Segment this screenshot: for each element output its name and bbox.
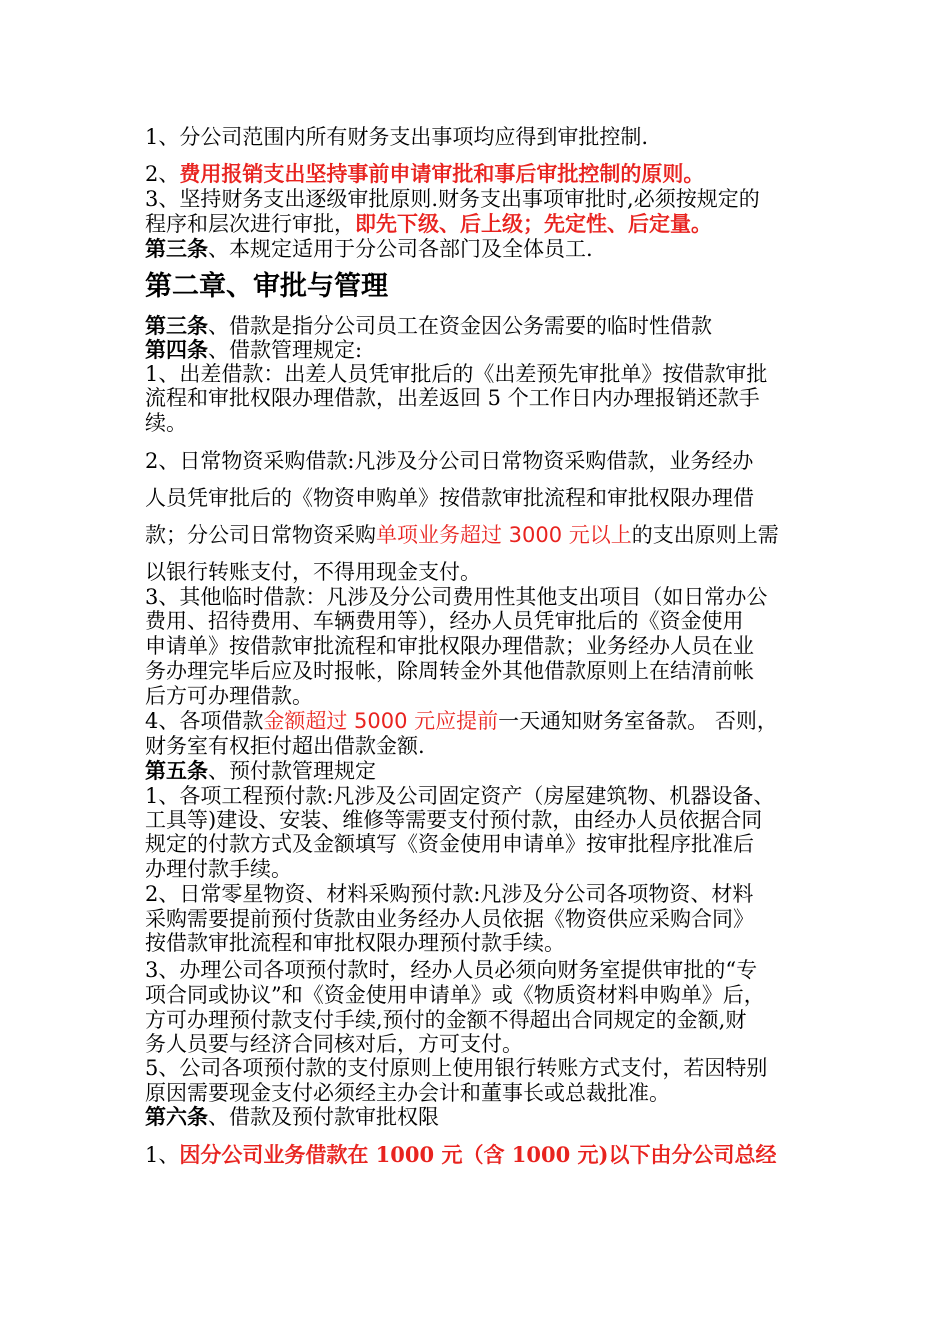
text: 续。: [145, 411, 187, 435]
article-label: 第三条: [145, 313, 208, 338]
paragraph-line: [145, 658, 754, 684]
paragraph-line: [145, 807, 762, 833]
paragraph-line: [145, 1080, 670, 1106]
text: 一天通知财务室备款。 否则，: [498, 709, 778, 733]
highlighted-text: 金额超过 5000 元应提前: [263, 709, 499, 733]
paragraph-line: [145, 361, 767, 387]
paragraph-line: [145, 783, 774, 809]
text: 规定的付款方式及金额填写《资金使用申请单》按审批程序批准后: [145, 832, 754, 856]
text: 流程和审批权限办理借款，出差返回 5 个工作日内办理报销还款手: [145, 386, 760, 410]
paragraph-line: [145, 485, 754, 511]
text: 办理付款手续。: [145, 857, 292, 881]
text: 工具等)建设、安装、维修等需要支付预付款，由经办人员依据合同: [145, 808, 763, 832]
paragraph-line: [145, 930, 565, 956]
paragraph-line: [145, 161, 704, 187]
paragraph-line: [145, 522, 779, 548]
highlighted-text: 单项业务超过 3000 元以上: [376, 523, 632, 547]
paragraph-line: [145, 831, 754, 857]
text: 、借款管理规定:: [208, 338, 363, 362]
text: 4、各项借款: [145, 709, 264, 733]
text: 、预付款管理规定: [208, 759, 376, 783]
text: 方可办理预付款支付手续,预付的金额不得超出合同规定的金额,财: [145, 1008, 747, 1032]
chapter-heading: [145, 270, 388, 304]
paragraph-line: [145, 1031, 523, 1057]
paragraph-line: [145, 1055, 767, 1081]
text: 人员凭审批后的《物资申购单》按借款审批流程和审批权限办理借: [145, 486, 754, 510]
paragraph-line: [145, 683, 313, 709]
text: 1、出差借款：出差人员凭审批后的《出差预先审批单》按借款审批: [145, 362, 768, 386]
text: 按借款审批流程和审批权限办理预付款手续。: [145, 931, 565, 955]
paragraph-line: [145, 957, 757, 983]
text: 1、: [145, 1143, 180, 1167]
paragraph-line: [145, 385, 760, 411]
paragraph-line: [145, 559, 481, 585]
paragraph-line: [145, 211, 712, 237]
paragraph-line: [145, 448, 753, 474]
text: 费用、招待费用、车辆费用等），经办人员凭审批后的《资金使用: [145, 609, 744, 633]
text: 3、其他临时借款：凡涉及分公司费用性其他支出项目（如日常办公: [145, 585, 768, 609]
article-label: 第六条: [145, 1104, 208, 1129]
highlighted-text: 因分公司业务借款在 1000 元（含 1000 元)以下由分公司总经: [179, 1142, 777, 1167]
heading-text: 第二章、审批与管理: [145, 271, 388, 302]
paragraph-line: [145, 1104, 439, 1130]
text: 、本规定适用于分公司各部门及全体员工.: [208, 237, 593, 261]
paragraph-line: [145, 733, 425, 759]
paragraph-line: [145, 337, 362, 363]
text: 款；分公司日常物资采购: [145, 523, 376, 547]
paragraph-line: [145, 982, 765, 1008]
article-label: 第三条: [145, 236, 208, 261]
text: 务人员要与经济合同核对后，方可支付。: [145, 1032, 523, 1056]
paragraph-line: [145, 236, 593, 262]
text: 申请单》按借款审批流程和审批权限办理借款；业务经办人员在业: [145, 634, 754, 658]
text: 5、公司各项预付款的支付原则上使用银行转账方式支付，若因特别: [145, 1056, 768, 1080]
text: 2、日常物资采购借款:凡涉及分公司日常物资采购借款，业务经办: [145, 449, 754, 473]
text: 2、: [145, 162, 180, 186]
paragraph-line: [145, 608, 744, 634]
text: 原因需要现金支付必须经主办会计和董事长或总裁批准。: [145, 1081, 670, 1105]
paragraph-line: [145, 124, 648, 150]
article-label: 第四条: [145, 337, 208, 362]
text: 以银行转账支付，不得用现金支付。: [145, 560, 481, 584]
paragraph-line: [145, 881, 753, 907]
paragraph-line: [145, 633, 754, 659]
text: 采购需要提前预付货款由业务经办人员依据《物资供应采购合同》: [145, 907, 754, 931]
paragraph-line: [145, 856, 292, 882]
paragraph-line: [145, 708, 778, 734]
text: 3、办理公司各项预付款时，经办人员必须向财务室提供审批的“专: [145, 958, 758, 982]
text: 财务室有权拒付超出借款金额.: [145, 734, 425, 758]
text: 程序和层次进行审批，: [145, 212, 355, 236]
article-label: 第五条: [145, 758, 208, 783]
paragraph-line: [145, 1007, 746, 1033]
paragraph-line: [145, 584, 767, 610]
text: 、借款及预付款审批权限: [208, 1105, 439, 1129]
highlighted-text: 费用报销支出坚持事前申请审批和事后审批控制的原则。: [179, 161, 705, 186]
text: 3、坚持财务支出逐级审批原则.财务支出事项审批时,必须按规定的: [145, 187, 760, 211]
text: 1、各项工程预付款:凡涉及公司固定资产（房屋建筑物、机器设备、: [145, 784, 775, 808]
paragraph-line: [145, 313, 712, 339]
text: 务办理完毕后应及时报帐，除周转金外其他借款原则上在结清前帐: [145, 659, 754, 683]
paragraph-line: [145, 906, 754, 932]
paragraph-line: [145, 758, 376, 784]
paragraph-line: [145, 1142, 776, 1168]
text: 项合同或协议”和《资金使用申请单》或《物质资材料申购单》后，: [145, 983, 765, 1007]
text: 的支出原则上需: [631, 523, 779, 547]
text: 1、分公司范围内所有财务支出事项均应得到审批控制.: [145, 125, 649, 149]
paragraph-line: [145, 186, 760, 212]
paragraph-line: [145, 410, 187, 436]
text: 2、日常零星物资、材料采购预付款:凡涉及分公司各项物资、材料: [145, 882, 754, 906]
text: 后方可办理借款。: [145, 684, 313, 708]
text: 、借款是指分公司员工在资金因公务需要的临时性借款: [208, 314, 712, 338]
highlighted-text: 即先下级、后上级；先定性、后定量。: [355, 211, 712, 236]
